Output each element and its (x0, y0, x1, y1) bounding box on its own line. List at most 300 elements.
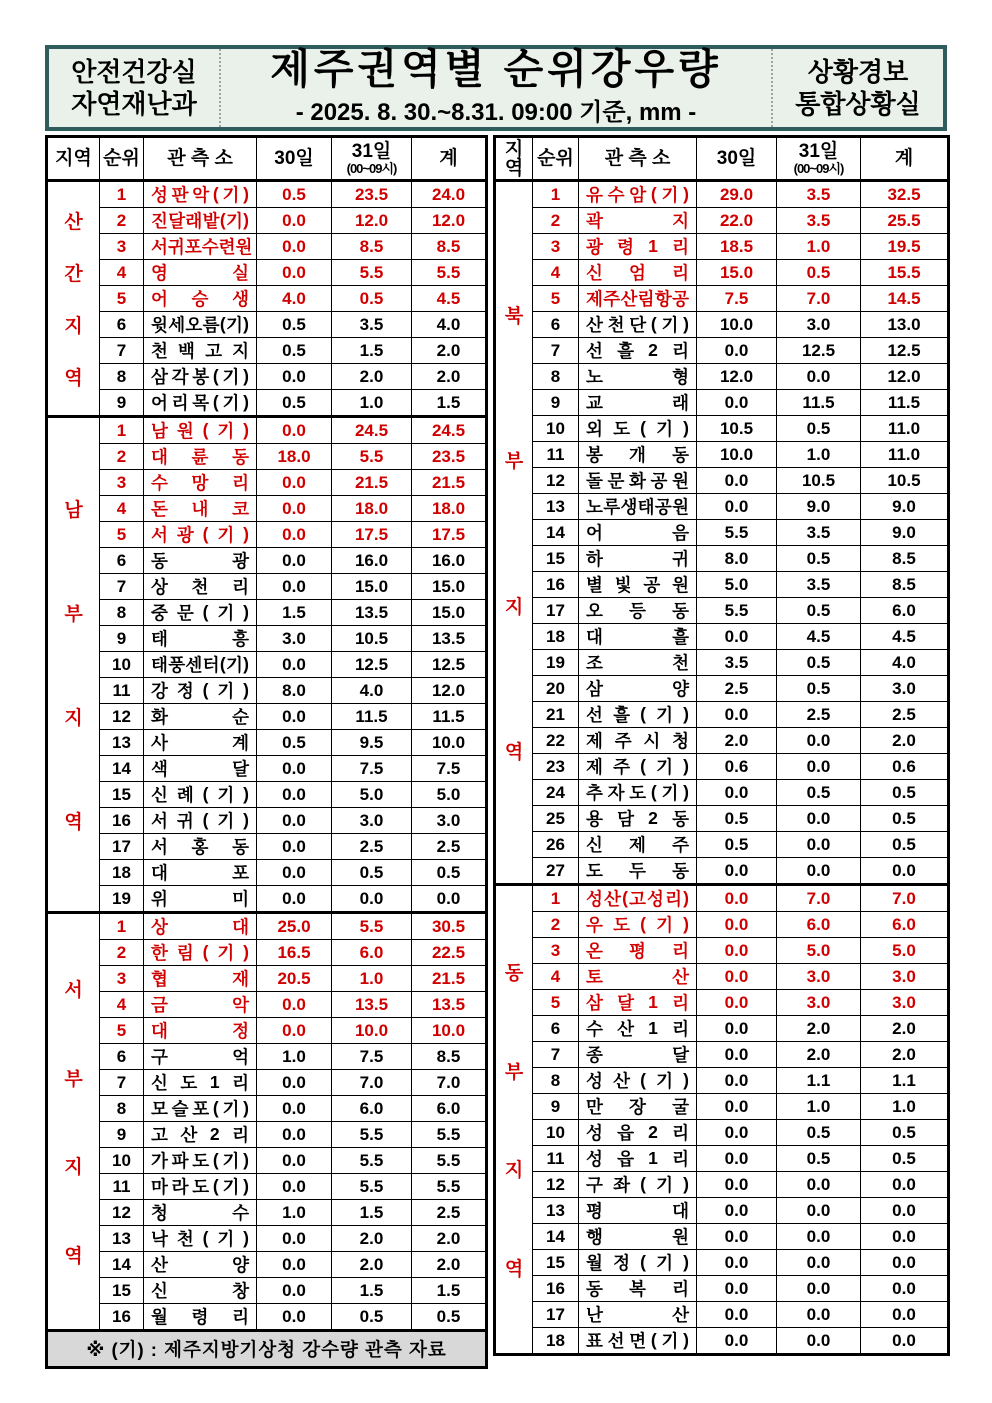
day31-value: 1.5 (332, 1200, 412, 1226)
table-row (47, 1304, 487, 1331)
table-row (495, 494, 949, 520)
total-value: 22.5 (412, 940, 487, 966)
rank-cell: 4 (533, 260, 579, 286)
day30-value: 0.0 (697, 1302, 777, 1328)
station-name: 행 원 (579, 1224, 697, 1250)
table-row (47, 913, 487, 940)
day31-value: 6.0 (777, 912, 861, 938)
col-day30: 30일 (257, 137, 332, 181)
total-value: 24.5 (412, 417, 487, 444)
table-row (47, 940, 487, 966)
day31-value: 24.5 (332, 417, 412, 444)
day30-value: 0.0 (697, 390, 777, 416)
total-value: 3.0 (412, 808, 487, 834)
table-row (495, 416, 949, 442)
day31-value: 6.0 (332, 1096, 412, 1122)
rank-cell: 7 (100, 338, 144, 364)
rank-cell: 17 (100, 834, 144, 860)
rank-cell: 23 (533, 754, 579, 780)
station-name: 제 주 ( 기 ) (579, 754, 697, 780)
rank-cell: 9 (100, 626, 144, 652)
table-row (495, 1016, 949, 1042)
table-row (47, 808, 487, 834)
rank-cell: 14 (533, 1224, 579, 1250)
day31-value: 7.5 (332, 1044, 412, 1070)
report-subtitle: - 2025. 8. 30.~8.31. 09:00 기준, mm - (295, 99, 697, 126)
day31-value: 5.5 (332, 1148, 412, 1174)
station-name: 선 흘 ( 기 ) (579, 702, 697, 728)
rank-cell: 12 (100, 704, 144, 730)
total-value: 23.5 (412, 444, 487, 470)
rank-cell: 16 (533, 1276, 579, 1302)
day30-value: 0.0 (257, 234, 332, 260)
table-row (47, 834, 487, 860)
total-value: 16.0 (412, 548, 487, 574)
total-value: 10.5 (861, 468, 949, 494)
day31-value: 0.0 (777, 1172, 861, 1198)
table-row (495, 1042, 949, 1068)
day30-value: 0.0 (257, 1148, 332, 1174)
table-row (495, 1250, 949, 1276)
report-title: 제주권역별 순위강우량 (270, 46, 722, 92)
total-value: 7.5 (412, 756, 487, 782)
rank-cell: 3 (533, 234, 579, 260)
rank-cell: 24 (533, 780, 579, 806)
rank-cell: 18 (100, 860, 144, 886)
table-row (47, 548, 487, 574)
rank-cell: 16 (100, 1304, 144, 1331)
total-value: 2.0 (412, 1252, 487, 1278)
day30-value: 0.0 (257, 860, 332, 886)
total-value: 2.5 (861, 702, 949, 728)
station-name: 서 홍 동 (144, 834, 257, 860)
day31-value: 1.0 (332, 966, 412, 992)
day30-value: 0.0 (257, 704, 332, 730)
rank-cell: 9 (533, 390, 579, 416)
day30-value: 0.0 (697, 1120, 777, 1146)
rank-cell: 7 (100, 1070, 144, 1096)
total-value: 4.0 (861, 650, 949, 676)
station-name: 진 달 래 밭 ( 기 ) (144, 208, 257, 234)
day30-value: 0.0 (257, 417, 332, 444)
rank-cell: 17 (533, 1302, 579, 1328)
table-row (495, 754, 949, 780)
rank-cell: 5 (533, 286, 579, 312)
table-row (495, 1198, 949, 1224)
rainfall-table-left (45, 135, 488, 1369)
col-station: 관 측 소 (144, 137, 257, 181)
department-line2: 자연재난과 (71, 89, 197, 119)
day30-value: 0.0 (257, 1304, 332, 1331)
rank-cell: 19 (533, 650, 579, 676)
total-value: 0.0 (861, 1328, 949, 1355)
day31-value: 0.0 (777, 1224, 861, 1250)
station-name: 어 승 생 (144, 286, 257, 312)
rank-cell: 15 (100, 782, 144, 808)
table-row (47, 678, 487, 704)
table-row (47, 860, 487, 886)
day30-value: 0.0 (257, 1018, 332, 1044)
day31-value: 7.0 (777, 885, 861, 912)
total-value: 18.0 (412, 496, 487, 522)
table-row (47, 1096, 487, 1122)
rank-cell: 9 (533, 1094, 579, 1120)
rank-cell: 2 (100, 208, 144, 234)
total-value: 11.0 (861, 442, 949, 468)
day31-value: 1.1 (777, 1068, 861, 1094)
table-row (495, 468, 949, 494)
day31-value: 3.5 (777, 520, 861, 546)
table-row (495, 912, 949, 938)
total-value: 8.5 (412, 1044, 487, 1070)
day30-value: 0.0 (697, 468, 777, 494)
station-name: 성 산 ( 기 ) (579, 1068, 697, 1094)
station-name: 제 주 산 림 항 공 (579, 286, 697, 312)
rank-cell: 1 (533, 885, 579, 912)
rank-cell: 16 (533, 572, 579, 598)
day30-value: 0.0 (257, 886, 332, 913)
table-row (495, 338, 949, 364)
rank-cell: 3 (100, 966, 144, 992)
table-row (495, 832, 949, 858)
day31-value: 0.5 (777, 1146, 861, 1172)
day31-value: 0.5 (777, 260, 861, 286)
station-name: 사 계 (144, 730, 257, 756)
day31-value: 9.0 (777, 494, 861, 520)
day31-value: 5.5 (332, 1174, 412, 1200)
station-name: 우 도 ( 기 ) (579, 912, 697, 938)
day30-value: 4.0 (257, 286, 332, 312)
total-value: 0.5 (861, 1146, 949, 1172)
rank-cell: 4 (100, 260, 144, 286)
day30-value: 0.5 (257, 338, 332, 364)
day31-value: 1.0 (777, 234, 861, 260)
table-row (47, 470, 487, 496)
table-row (47, 626, 487, 652)
day31-value: 3.5 (777, 208, 861, 234)
day31-value: 10.5 (332, 626, 412, 652)
station-name: 삼 달 1 리 (579, 990, 697, 1016)
day30-value: 22.0 (697, 208, 777, 234)
total-value: 8.5 (861, 546, 949, 572)
rank-cell: 12 (100, 1200, 144, 1226)
table-row (495, 260, 949, 286)
situation-room-line2: 통합상황실 (795, 89, 921, 119)
day31-value: 10.5 (777, 468, 861, 494)
day30-value: 0.5 (697, 806, 777, 832)
rank-cell: 6 (100, 1044, 144, 1070)
day31-value: 7.0 (777, 286, 861, 312)
rank-cell: 15 (533, 546, 579, 572)
rank-cell: 1 (533, 181, 579, 208)
day30-value: 0.0 (697, 1042, 777, 1068)
day30-value: 10.0 (697, 442, 777, 468)
rainfall-table-right (493, 135, 950, 1356)
station-name: 유 수 암 ( 기 ) (579, 181, 697, 208)
total-value: 32.5 (861, 181, 949, 208)
rank-cell: 7 (533, 1042, 579, 1068)
station-name: 종 달 (579, 1042, 697, 1068)
day30-value: 0.0 (697, 702, 777, 728)
day31-value: 23.5 (332, 181, 412, 208)
station-name: 삼 각 봉 ( 기 ) (144, 364, 257, 390)
station-name: 남 원 ( 기 ) (144, 417, 257, 444)
region-label: 동 부 지 역 (495, 885, 533, 1355)
station-name: 수 망 리 (144, 470, 257, 496)
day31-value: 21.5 (332, 470, 412, 496)
table-row (495, 442, 949, 468)
station-name: 대 정 (144, 1018, 257, 1044)
day31-value: 15.0 (332, 574, 412, 600)
rank-cell: 2 (533, 912, 579, 938)
day31-value: 0.5 (777, 598, 861, 624)
station-name: 마 라 도 ( 기 ) (144, 1174, 257, 1200)
day30-value: 10.0 (697, 312, 777, 338)
station-name: 상 대 (144, 913, 257, 940)
day31-value: 2.5 (332, 834, 412, 860)
station-name: 표 선 면 ( 기 ) (579, 1328, 697, 1355)
station-name: 산 천 단 ( 기 ) (579, 312, 697, 338)
total-value: 13.5 (412, 626, 487, 652)
day30-value: 0.0 (697, 1068, 777, 1094)
day31-value: 16.0 (332, 548, 412, 574)
total-value: 10.0 (412, 1018, 487, 1044)
total-value: 5.5 (412, 1174, 487, 1200)
station-name: 대 포 (144, 860, 257, 886)
total-value: 6.0 (861, 598, 949, 624)
table-row (495, 858, 949, 885)
day30-value: 0.0 (697, 1328, 777, 1355)
total-value: 2.0 (412, 338, 487, 364)
rank-cell: 6 (533, 312, 579, 338)
day30-value: 18.5 (697, 234, 777, 260)
rank-cell: 14 (100, 1252, 144, 1278)
station-name: 돌 문 화 공 원 (579, 468, 697, 494)
table-row (47, 1018, 487, 1044)
station-name: 월 정 ( 기 ) (579, 1250, 697, 1276)
station-name: 동 복 리 (579, 1276, 697, 1302)
day30-value: 5.5 (697, 598, 777, 624)
station-name: 평 대 (579, 1198, 697, 1224)
rank-cell: 15 (100, 1278, 144, 1304)
day31-value: 0.0 (777, 806, 861, 832)
table-row (47, 390, 487, 417)
station-name: 곽 지 (579, 208, 697, 234)
table-row (47, 181, 487, 208)
day31-value: 17.5 (332, 522, 412, 548)
day31-value: 0.5 (777, 416, 861, 442)
table-row (495, 234, 949, 260)
total-value: 2.5 (412, 1200, 487, 1226)
station-name: 한 림 ( 기 ) (144, 940, 257, 966)
footnote-row (47, 1331, 487, 1368)
col-region: 지역 (495, 137, 533, 181)
department-label (49, 49, 219, 127)
rank-cell: 11 (100, 1174, 144, 1200)
rank-cell: 8 (533, 1068, 579, 1094)
station-name: 신 엄 리 (579, 260, 697, 286)
day31-value: 2.0 (332, 364, 412, 390)
station-name: 낙 천 ( 기 ) (144, 1226, 257, 1252)
table-row (47, 600, 487, 626)
station-name: 월 령 리 (144, 1304, 257, 1331)
total-value: 0.0 (861, 1224, 949, 1250)
rank-cell: 5 (100, 522, 144, 548)
day31-value: 7.5 (332, 756, 412, 782)
region-label: 북 부 지 역 (495, 181, 533, 885)
total-value: 9.0 (861, 494, 949, 520)
day31-value: 1.5 (332, 338, 412, 364)
table-row (47, 417, 487, 444)
total-value: 11.0 (861, 416, 949, 442)
rank-cell: 3 (100, 234, 144, 260)
day30-value: 0.0 (257, 1122, 332, 1148)
table-row (47, 652, 487, 678)
total-value: 17.5 (412, 522, 487, 548)
station-name: 도 두 동 (579, 858, 697, 885)
day31-value: 0.5 (332, 286, 412, 312)
total-value: 21.5 (412, 470, 487, 496)
rank-cell: 4 (100, 992, 144, 1018)
day31-value: 3.5 (332, 312, 412, 338)
table-row (495, 364, 949, 390)
day30-value: 0.0 (697, 912, 777, 938)
table-row (47, 574, 487, 600)
station-name: 화 순 (144, 704, 257, 730)
station-name: 서 귀 ( 기 ) (144, 808, 257, 834)
station-name: 구 억 (144, 1044, 257, 1070)
total-value: 2.0 (412, 1226, 487, 1252)
day31-value: 2.0 (777, 1016, 861, 1042)
day30-value: 0.0 (697, 780, 777, 806)
day30-value: 0.0 (697, 624, 777, 650)
rank-cell: 10 (100, 652, 144, 678)
station-name: 산 양 (144, 1252, 257, 1278)
day30-value: 1.0 (257, 1200, 332, 1226)
station-name: 어 리 목 ( 기 ) (144, 390, 257, 417)
rank-cell: 2 (100, 444, 144, 470)
station-name: 노 루 생 태 공 원 (579, 494, 697, 520)
total-value: 12.0 (412, 678, 487, 704)
station-name: 가 파 도 ( 기 ) (144, 1148, 257, 1174)
table-row (495, 286, 949, 312)
day31-value: 2.0 (777, 1042, 861, 1068)
day31-value: 0.5 (332, 1304, 412, 1331)
rank-cell: 13 (100, 1226, 144, 1252)
col-total: 계 (412, 137, 487, 181)
day30-value: 8.0 (257, 678, 332, 704)
day30-value: 0.0 (697, 1198, 777, 1224)
total-value: 2.0 (861, 1016, 949, 1042)
station-name: 성 산 ( 고 성 리 ) (579, 885, 697, 912)
day30-value: 0.0 (697, 964, 777, 990)
rank-cell: 4 (533, 964, 579, 990)
rainfall-tables (45, 135, 947, 1369)
day30-value: 0.0 (257, 808, 332, 834)
day30-value: 1.5 (257, 600, 332, 626)
rank-cell: 4 (100, 496, 144, 522)
table-row (47, 338, 487, 364)
station-name: 고 산 2 리 (144, 1122, 257, 1148)
rank-cell: 26 (533, 832, 579, 858)
table-row (495, 676, 949, 702)
station-name: 강 정 ( 기 ) (144, 678, 257, 704)
col-region: 지역 (47, 137, 100, 181)
rank-cell: 20 (533, 676, 579, 702)
station-name: 토 산 (579, 964, 697, 990)
day31-value: 0.5 (777, 676, 861, 702)
table-row (47, 1122, 487, 1148)
total-value: 0.5 (412, 1304, 487, 1331)
total-value: 21.5 (412, 966, 487, 992)
rank-cell: 6 (100, 312, 144, 338)
station-name: 색 달 (144, 756, 257, 782)
table-row (47, 1174, 487, 1200)
station-name: 협 재 (144, 966, 257, 992)
day30-value: 0.0 (697, 1016, 777, 1042)
table-row (47, 1070, 487, 1096)
total-value: 3.0 (861, 676, 949, 702)
table-row (495, 546, 949, 572)
rank-cell: 19 (100, 886, 144, 913)
table-row (47, 1226, 487, 1252)
day30-value: 5.5 (697, 520, 777, 546)
rank-cell: 9 (100, 390, 144, 417)
day30-value: 0.0 (257, 1174, 332, 1200)
total-value: 0.5 (861, 1120, 949, 1146)
day30-value: 0.0 (257, 1252, 332, 1278)
station-name: 만 장 굴 (579, 1094, 697, 1120)
station-name: 서 귀 포 수 련 원 (144, 234, 257, 260)
total-value: 8.5 (412, 234, 487, 260)
day30-value: 7.5 (697, 286, 777, 312)
table-row (47, 260, 487, 286)
col-day31: 31일 (00~09시) (332, 137, 412, 181)
rank-cell: 14 (100, 756, 144, 782)
table-row (495, 1302, 949, 1328)
footnote-text: ※ (기) : 제주지방기상청 강수량 관측 자료 (47, 1331, 487, 1368)
day30-value: 0.0 (257, 574, 332, 600)
total-value: 0.0 (861, 1172, 949, 1198)
station-name: 중 문 ( 기 ) (144, 600, 257, 626)
station-name: 신 도 1 리 (144, 1070, 257, 1096)
total-value: 2.0 (861, 728, 949, 754)
day31-value: 4.0 (332, 678, 412, 704)
table-header (47, 137, 487, 181)
day30-value: 0.0 (257, 522, 332, 548)
total-value: 7.0 (861, 885, 949, 912)
station-name: 수 산 1 리 (579, 1016, 697, 1042)
rank-cell: 2 (100, 940, 144, 966)
table-row (47, 208, 487, 234)
table-row (47, 966, 487, 992)
table-row (495, 806, 949, 832)
table-row (47, 1278, 487, 1304)
total-value: 12.5 (412, 652, 487, 678)
table-row (495, 1068, 949, 1094)
station-name: 별 빛 공 원 (579, 572, 697, 598)
table-row (47, 522, 487, 548)
total-value: 0.0 (861, 858, 949, 885)
day30-value: 15.0 (697, 260, 777, 286)
total-value: 3.0 (861, 990, 949, 1016)
day30-value: 0.5 (257, 730, 332, 756)
day31-value: 0.0 (777, 1276, 861, 1302)
table-row (47, 782, 487, 808)
rank-cell: 3 (533, 938, 579, 964)
day30-value: 0.0 (257, 548, 332, 574)
station-name: 구 좌 ( 기 ) (579, 1172, 697, 1198)
